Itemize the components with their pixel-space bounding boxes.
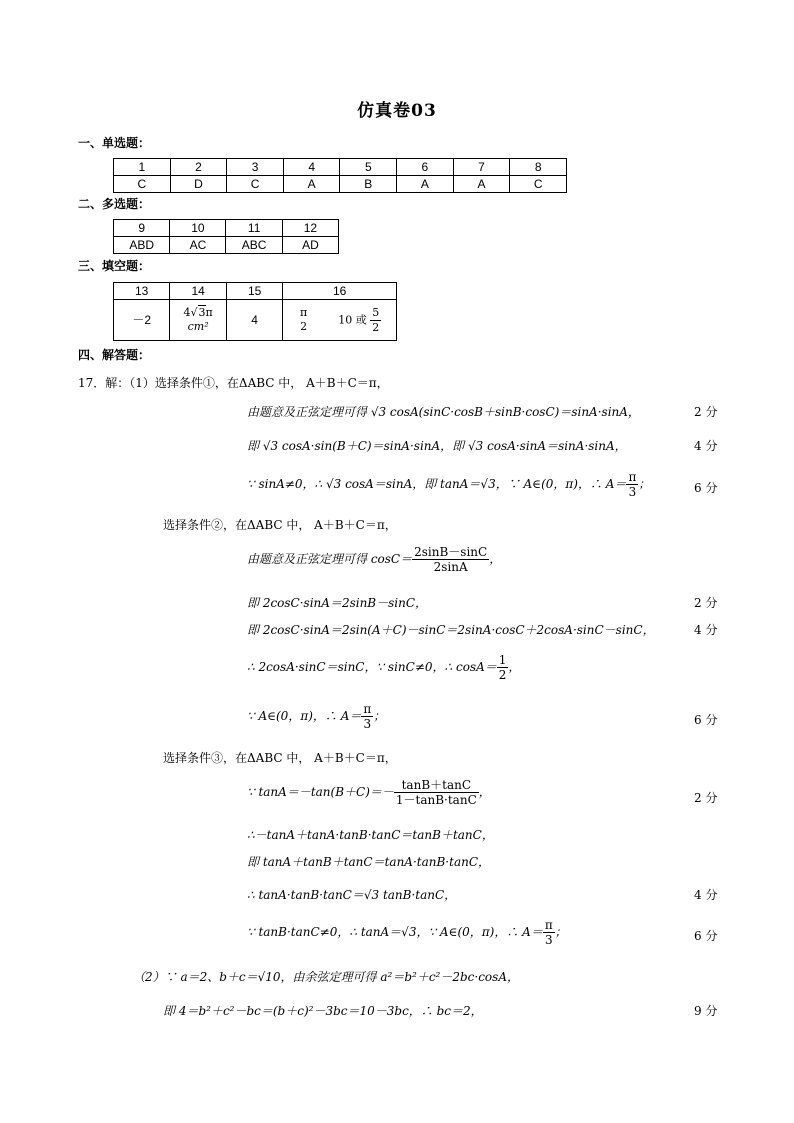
- multi-choice-table: [113, 219, 339, 254]
- table-row: [114, 237, 339, 254]
- q17-heading: 17．解：（1）选择条件①，在ΔABC 中， A＋B＋C＝π，: [78, 376, 389, 390]
- question-number: 1: [114, 159, 171, 176]
- question-number: 4: [283, 159, 340, 176]
- answer-cell: －2: [114, 300, 170, 341]
- question-number: 2: [170, 159, 227, 176]
- part2-line-2: 即 4＝b²＋c²－bc＝(b＋c)²－3bc＝10－3bc，∴ bc＝2，: [163, 1004, 483, 1018]
- answer-cell: C: [227, 176, 284, 193]
- section-multi-choice: 二、多选题：: [78, 197, 151, 211]
- c1-line-3: ∵ sinA≠0，∴ √3 cosA＝sinA，即 tanA＝√3，∵ A∈(0，π)，∴ A＝ $\frac{\pi}{3}$ ；: [247, 470, 651, 499]
- c3-heading: 选择条件③，在ΔABC 中， A＋B＋C＝π，: [163, 751, 397, 765]
- answer-cell: C: [510, 176, 567, 193]
- question-number: 10: [170, 220, 226, 237]
- answer-cell: AC: [170, 237, 226, 254]
- answer-cell: ABC: [226, 237, 282, 254]
- answer-text: 10 或: [338, 313, 367, 326]
- answer-cell: 4: [226, 300, 282, 341]
- fraction: $\frac{\pi}{3}$: [628, 470, 637, 499]
- question-number: 16: [283, 283, 397, 300]
- section-fill-blank: 三、填空题：: [78, 259, 151, 273]
- c3-line-1: ∵ tanA＝－tan(B＋C)＝－ $\frac{\tan B+\tan C}{1-\tan B\cdot\tan C}$ ，: [247, 778, 491, 807]
- answer-cell: A: [283, 176, 340, 193]
- fraction: $\frac{1}{2}$: [498, 653, 507, 682]
- score-label: 2 分: [694, 405, 718, 419]
- question-number: 5: [340, 159, 397, 176]
- fraction: $\frac{2\sin B-\sin C}{2\sin A}$: [414, 545, 488, 574]
- section-single-choice: 一、单选题：: [78, 136, 151, 150]
- single-choice-table: [113, 158, 567, 193]
- fraction: π 2: [300, 306, 308, 333]
- table-row: [114, 283, 397, 300]
- fraction: $\frac{5}{2}$: [372, 305, 380, 334]
- table-row: [114, 220, 339, 237]
- answer-cell: D: [170, 176, 227, 193]
- answer-cell: AD: [282, 237, 338, 254]
- score-label: 4 分: [694, 439, 718, 453]
- table-row: [114, 176, 567, 193]
- score-label: 6 分: [694, 481, 718, 495]
- c1-line-1: 由题意及正弦定理可得 √3 cosA(sinC·cosB＋sinB·cosC)＝sinA·sinA，: [247, 405, 640, 419]
- root-text: 3: [198, 306, 206, 319]
- answer-cell: [283, 300, 397, 341]
- fraction: $\frac{\pi}{3}$: [363, 702, 372, 731]
- c3-line-3: 即 tanA＋tanB＋tanC＝tanA·tanB·tanC，: [247, 855, 491, 869]
- answer-cell: B: [340, 176, 397, 193]
- fill-blank-table: [113, 282, 397, 341]
- question-number: 12: [282, 220, 338, 237]
- score-label: 2 分: [694, 596, 718, 610]
- c1-line-2: 即 √3 cosA·sin(B＋C)＝sinA·sinA，即 √3 cosA·sinA＝sinA·sinA，: [247, 439, 627, 453]
- c3-line-4: ∴ tanA·tanB·tanC＝√3 tanB·tanC，: [247, 888, 457, 902]
- page-title: 仿真卷03: [357, 101, 437, 121]
- score-label: 6 分: [694, 713, 718, 727]
- c2-line-5: ∵ A∈(0，π)，∴ A＝ $\frac{\pi}{3}$ ；: [247, 702, 386, 731]
- question-number: 14: [170, 283, 227, 300]
- score-label: 4 分: [694, 623, 718, 637]
- coef-text: 4: [183, 306, 191, 319]
- c3-line-2: ∴－tanA＋tanA·tanB·tanC＝tanB＋tanC，: [247, 828, 494, 842]
- score-label: 9 分: [694, 1004, 718, 1018]
- table-row: [114, 300, 397, 341]
- table-row: [114, 159, 567, 176]
- c3-line-5: ∵ tanB·tanC≠0，∴ tanA＝√3，∵ A∈(0，π)，∴ A＝ $\frac{\pi}{3}$ ；: [247, 918, 567, 947]
- fraction: $\frac{\pi}{3}$: [544, 918, 553, 947]
- c2-heading: 选择条件②，在ΔABC 中， A＋B＋C＝π，: [163, 518, 397, 532]
- pi-text: π: [205, 306, 213, 319]
- question-number: 8: [510, 159, 567, 176]
- sqrt-icon: √: [190, 306, 198, 319]
- score-label: 4 分: [694, 888, 718, 902]
- answer-cell: C: [114, 176, 171, 193]
- c2-line-1: 由题意及正弦定理可得 cosC＝ $\frac{2\sin B-\sin C}{2\sin A}$ ，: [247, 545, 502, 574]
- question-number: 3: [227, 159, 284, 176]
- unit-text: cm²: [187, 320, 209, 333]
- question-number: 11: [226, 220, 282, 237]
- c2-line-3: 即 2cosC·sinA＝2sin(A＋C)－sinC＝2sinA·cosC＋2cosA·sinC－sinC，: [247, 623, 655, 637]
- answer-cell: A: [453, 176, 510, 193]
- question-number: 6: [397, 159, 454, 176]
- score-label: 6 分: [694, 929, 718, 943]
- fraction: $\frac{\tan B+\tan C}{1-\tan B\cdot\tan C}$: [395, 778, 477, 807]
- part2-line-1: （2）∵ a＝2、b＋c＝√10，由余弦定理可得 a²＝b²＋c²－2bc·cosA，: [133, 970, 519, 984]
- question-number: 7: [453, 159, 510, 176]
- question-number: 15: [226, 283, 282, 300]
- score-label: 2 分: [694, 791, 718, 805]
- answer-cell: ABD: [114, 237, 170, 254]
- answer-cell: [170, 300, 227, 341]
- c2-line-2: 即 2cosC·sinA＝2sinB－sinC，: [247, 596, 428, 610]
- answer-cell: A: [397, 176, 454, 193]
- question-number: 9: [114, 220, 170, 237]
- question-number: 13: [114, 283, 170, 300]
- section-solve: 四、解答题：: [78, 348, 151, 362]
- c2-line-4: ∴ 2cosA·sinC＝sinC，∵ sinC≠0，∴ cosA＝ $\frac{1}{2}$ ，: [247, 653, 521, 682]
